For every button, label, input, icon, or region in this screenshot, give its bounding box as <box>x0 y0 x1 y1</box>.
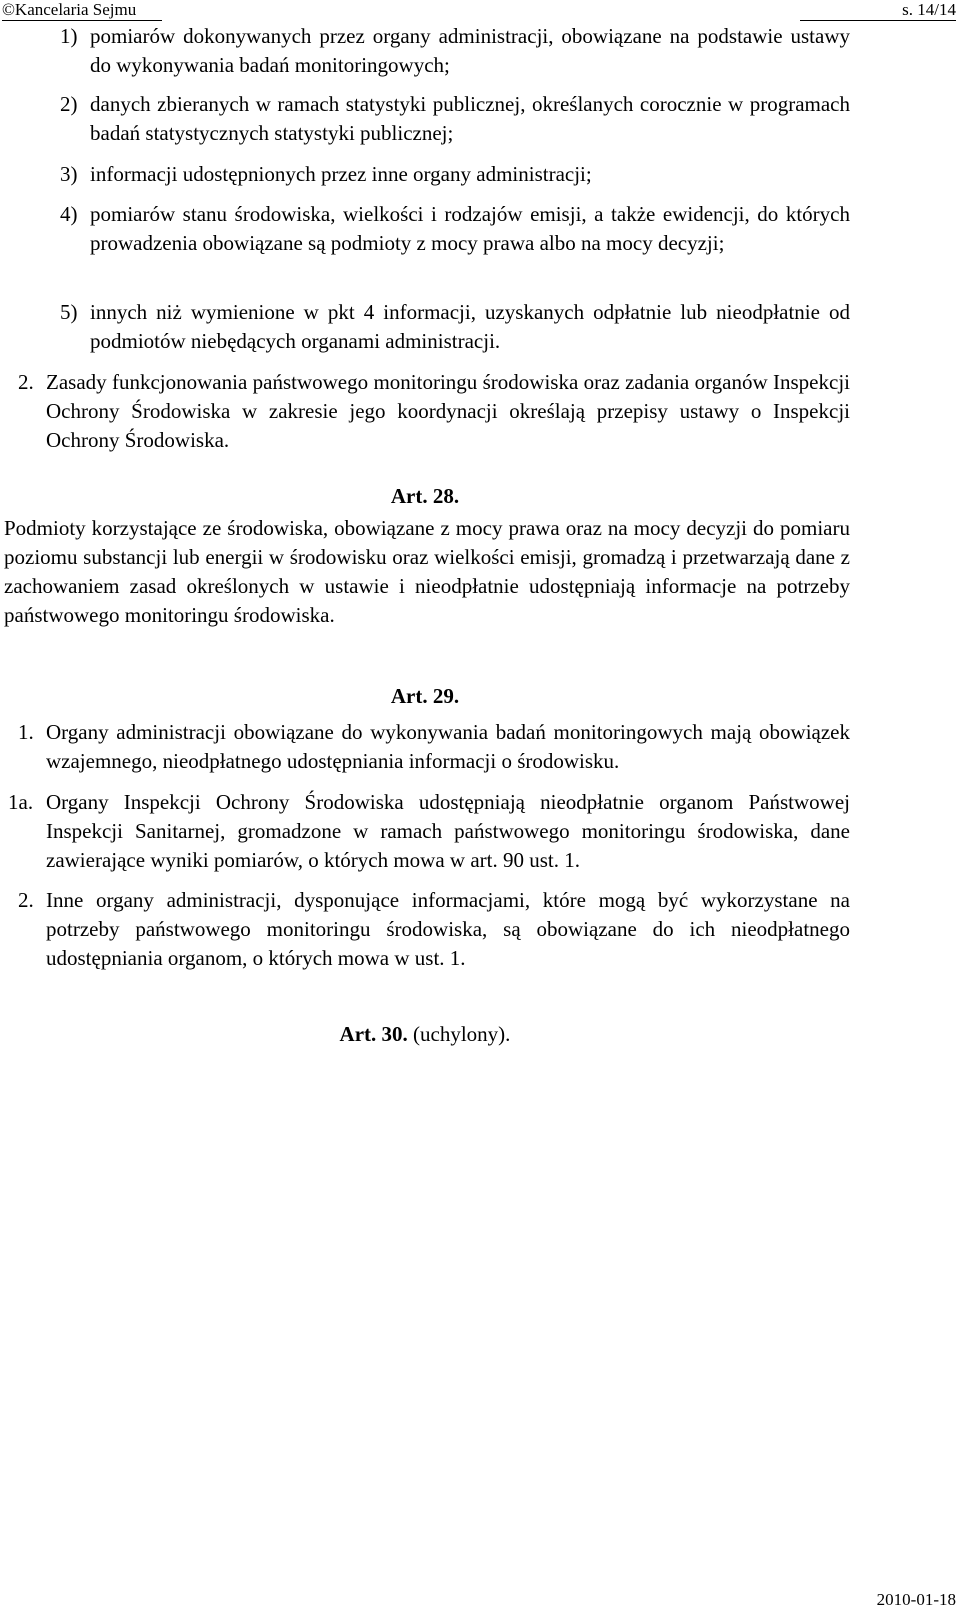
section-2 <box>18 368 850 455</box>
list-item-text: informacji udostępnionych przez inne organy administracji; <box>90 162 592 186</box>
article-29-item <box>8 788 850 875</box>
item-text: Inne organy administracji, dysponujące informacjami, które mogą być wykorzystane na potrzeby państwowego monitoringu środowiska, są obowiązane do ich nieodpłatnego udostępniania organom, o których mowa w ust. 1. <box>46 888 850 970</box>
header-page-number: s. 14/14 <box>800 0 956 21</box>
list-item <box>60 200 850 258</box>
list-item-number: 3) <box>60 162 78 186</box>
list-item-number: 4) <box>60 202 78 226</box>
article-29-title: Art. 29. <box>390 684 460 708</box>
article-30-title: Art. 30. <box>339 1022 408 1046</box>
article-30-note: (uchylony). <box>413 1022 511 1046</box>
list-item-text: pomiarów stanu środowiska, wielkości i rodzajów emisji, a także ewidencji, do których prowadzenia obowiązane są podmioty z mocy prawa albo na mocy decyzji; <box>90 202 850 255</box>
page-header <box>0 0 960 20</box>
list-item-number: 2) <box>60 92 78 116</box>
header-copyright: ©Kancelaria Sejmu <box>2 0 162 21</box>
item-number: 1a. <box>8 790 34 814</box>
article-30 <box>0 1020 850 1049</box>
item-number: 2. <box>18 888 34 912</box>
list-item-number: 1) <box>60 24 78 48</box>
list-item-text: innych niż wymienione w pkt 4 informacji, uzyskanych odpłatnie lub nieodpłatnie od podmiotów niebędących organami administracji. <box>90 300 850 353</box>
list-item-text: pomiarów dokonywanych przez organy administracji, obowiązane na podstawie ustawy do wykonywania badań monitoringowych; <box>90 24 850 77</box>
section-number: 2. <box>18 370 34 394</box>
article-28-title: Art. 28. <box>390 484 460 508</box>
article-29-item <box>18 886 850 973</box>
item-text: Organy administracji obowiązane do wykonywania badań monitoringowych mają obowiązek wzajemnego, nieodpłatnego udostępniania informacji o środowisku. <box>46 720 850 773</box>
list-item <box>60 298 850 356</box>
list-item <box>60 22 850 80</box>
article-29-item <box>18 718 850 776</box>
item-text: Organy Inspekcji Ochrony Środowiska udostępniają nieodpłatnie organom Państwowej Inspekcji Sanitarnej, gromadzone w ramach państwowego monitoringu środowiska, dane zawierające wyniki pomiarów, o których mowa w art. 90 ust. 1. <box>46 790 850 872</box>
list-item <box>60 160 850 189</box>
list-item-text: danych zbieranych w ramach statystyki publicznej, określanych corocznie w programach badań statystycznych statystyki publicznej; <box>90 92 850 145</box>
list-item-number: 5) <box>60 300 78 324</box>
footer-date: 2010-01-18 <box>876 1590 956 1609</box>
article-28-text: Podmioty korzystające ze środowiska, obowiązane z mocy prawa oraz na mocy decyzji do pomiaru poziomu substancji lub energii w środowisku oraz wielkości emisji, gromadzą i przetwarzają dane z zachowaniem zasad określonych w ustawie i nieodpłatnie udostępniają informacje na potrzeby państwowego monitoringu środowiska. <box>4 516 850 627</box>
section-text: Zasady funkcjonowania państwowego monitoringu środowiska oraz zadania organów Inspekcji Ochrony Środowiska w zakresie jego koordynacji określają przepisy ustawy o Inspekcji Ochrony Środowiska. <box>46 370 850 452</box>
item-number: 1. <box>18 720 34 744</box>
list-item <box>60 90 850 148</box>
